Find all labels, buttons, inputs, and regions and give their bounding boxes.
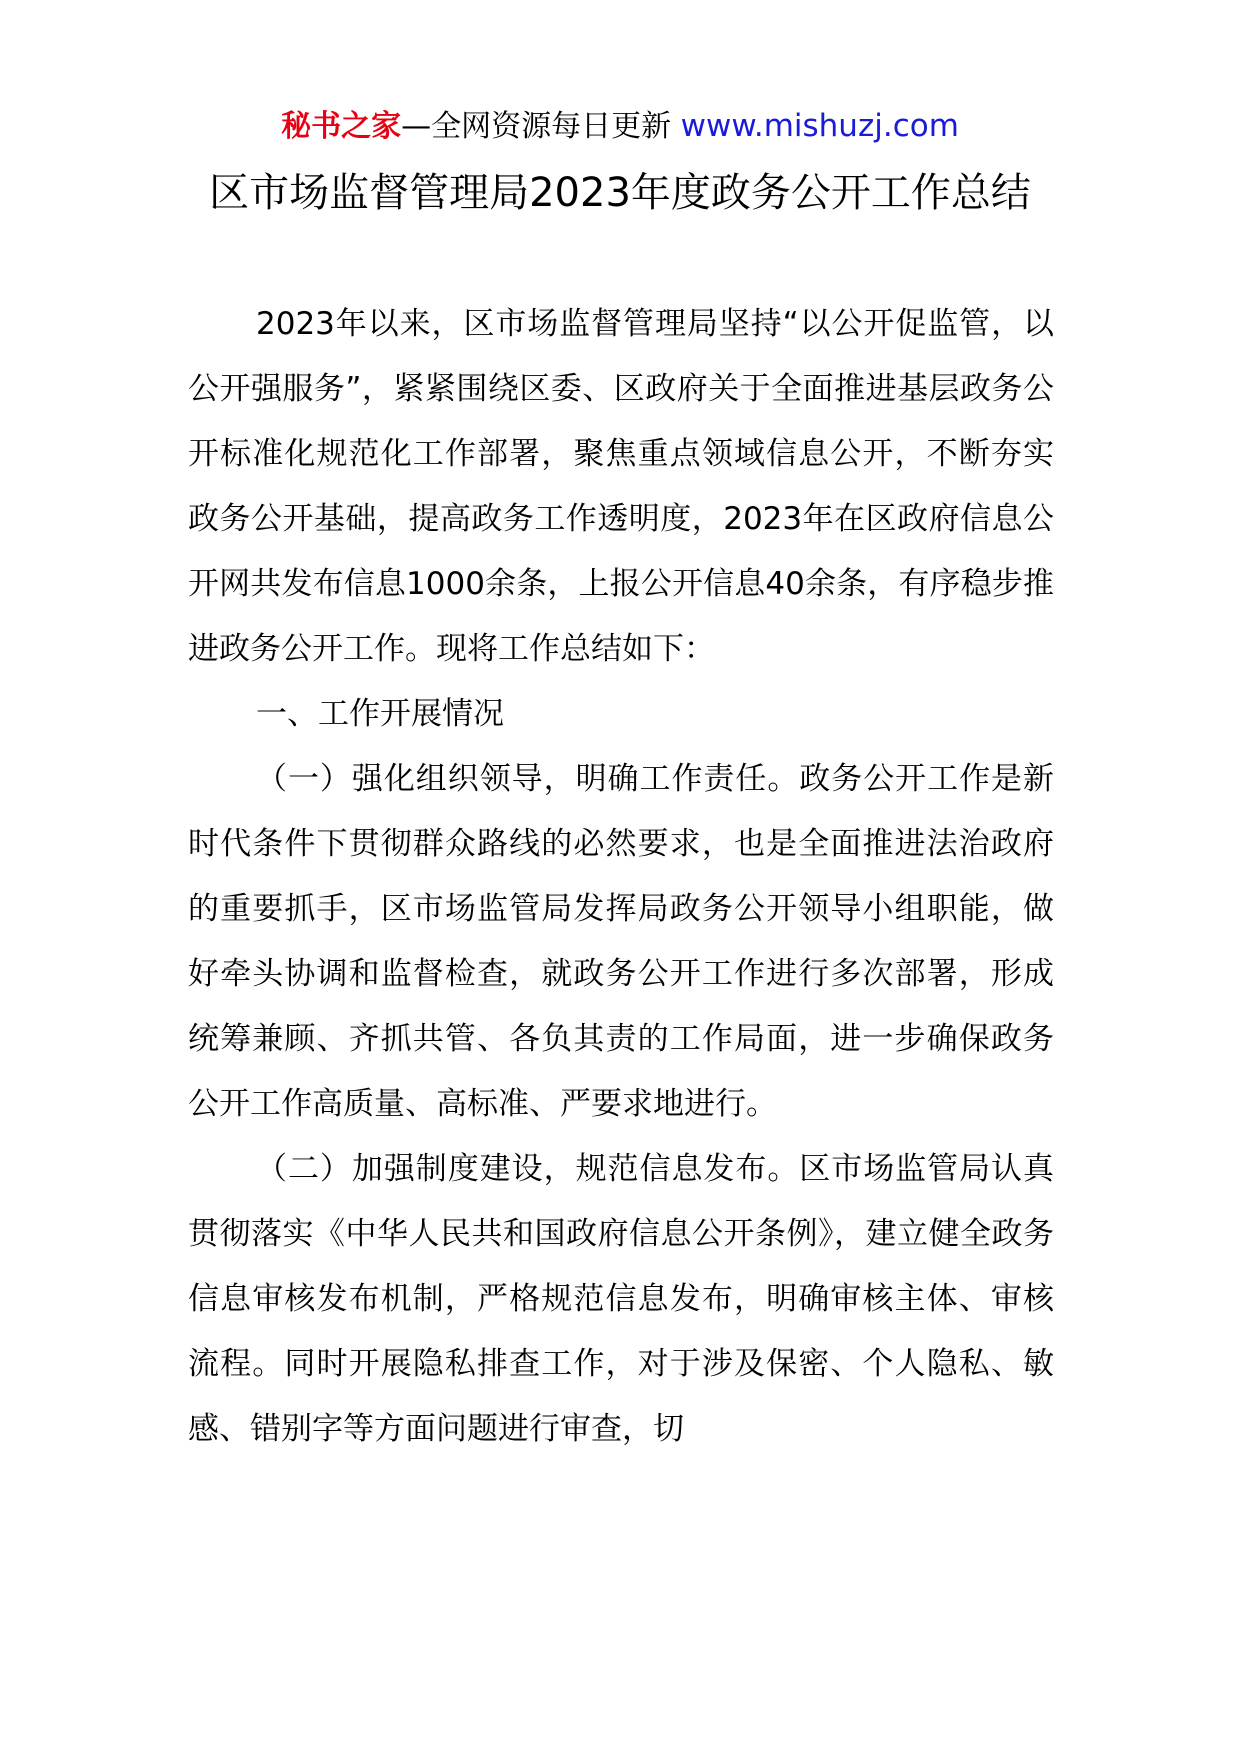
brand-name: 秘书之家 [281, 109, 402, 144]
banner-tagline: —全网资源每日更新 [401, 109, 681, 144]
section-heading-1: 一、工作开展情况 [256, 696, 504, 732]
paragraph-section-1-2: （二）加强制度建设，规范信息发布。区市场监管局认真贯彻落实《中华人民共和国政府信息公开条例》，建立健全政务信息审核发布机制，严格规范信息发布，明确审核主体、审核流程。同时开展隐私排查工作，对于涉及保密、个人隐私、敏感、错别字等方面问题进行审查，切 [188, 1151, 1054, 1447]
paragraph-section-1-1: （一）强化组织领导，明确工作责任。政务公开工作是新时代条件下贯彻群众路线的必然要求，也是全面推进法治政府的重要抓手，区市场监管局发挥局政务公开领导小组职能，做好牵头协调和监督检查，就政务公开工作进行多次部署，形成统筹兼顾、齐抓共管、各负其责的工作局面，进一步确保政务公开工作高质量、高标准、严要求地进行。 [188, 761, 1054, 1122]
site-banner [0, 104, 1240, 149]
document-body [188, 292, 1054, 1462]
paragraph-intro: 2023年以来，区市场监督管理局坚持“以公开促监管，以公开强服务”，紧紧围绕区委、区政府关于全面推进基层政务公开标准化规范化工作部署，聚焦重点领域信息公开，不断夯实政务公开基础，提高政务工作透明度，2023年在区政府信息公开网共发布信息1000余条，上报公开信息40余条，有序稳步推进政务公开工作。现将工作总结如下： [188, 306, 1054, 667]
document-title: 区市场监督管理局2023年度政务公开工作总结 [209, 170, 1031, 216]
site-url-link[interactable]: www.mishuzj.com [680, 108, 959, 144]
